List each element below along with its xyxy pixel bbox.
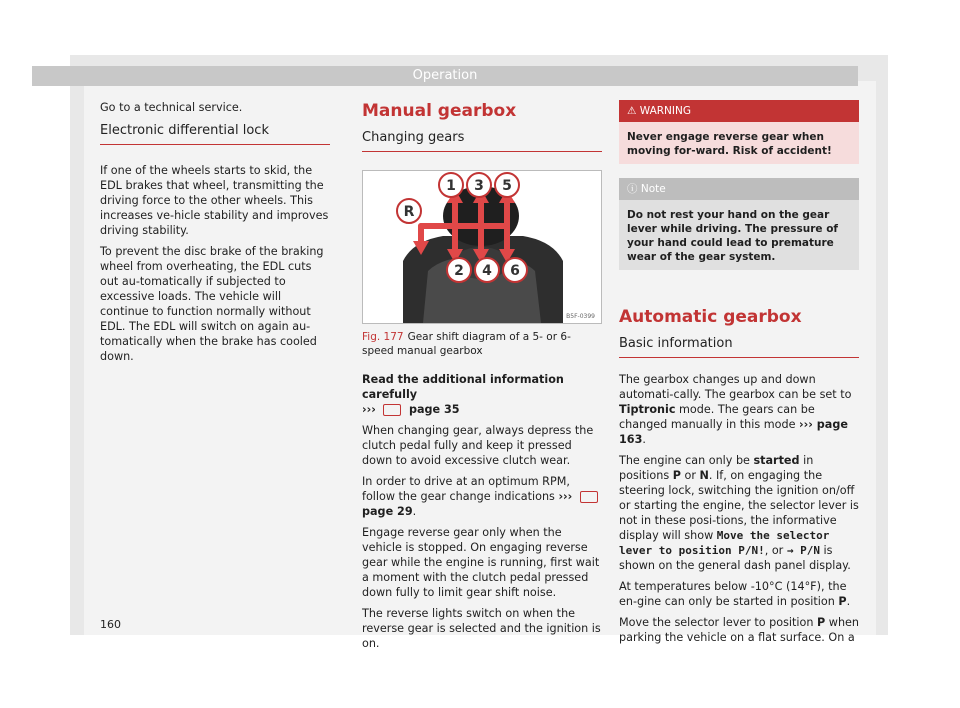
position-p: P [838,595,847,608]
gear-label-1: 1 [446,178,456,194]
page-number: 160 [100,618,121,631]
edl-paragraph-1: If one of the wheels starts to skid, the EDL brakes that wheel, transmitting the driving force to the other wheels. This increases ve-hicle stability and improves driving stability. [100,164,329,237]
warning-header: ⚠ WARNING [619,100,859,122]
gear-label-4: 4 [482,263,492,279]
basic-information-subtitle: Basic information [619,336,859,358]
figure-code: B5F-0399 [566,313,595,320]
gear-shift-diagram-image [363,171,601,323]
reverse-lights-paragraph: The reverse lights switch on when the reverse gear is selected and the ignition is on. [362,607,601,650]
book-icon [383,404,401,416]
parking-paragraph [619,615,859,645]
text: . [846,595,851,608]
text: mode. The gears can be changed manually in this mode [619,403,815,431]
display-symbol: → P/N [786,544,820,557]
read-more-line [362,372,602,417]
clutch-paragraph: When changing gear, always depress the clutch pedal fully and keep it pressed down to avoid excessive clutch wear. [362,424,594,467]
started-term: started [753,454,800,467]
changing-gears-subtitle: Changing gears [362,130,602,152]
manual-gearbox-title: Manual gearbox [362,101,517,121]
gear-label-r: R [403,204,415,220]
gear-label-6: 6 [510,263,520,279]
rpm-end: . [412,505,417,518]
position-n: N [699,469,709,482]
column-1 [100,100,330,370]
text: . If, on engaging the steering lock, switching the ignition on/off or starting the engine, the selector lever is not in these posi-tions, the informative display will show [619,469,859,542]
warning-label: WARNING [639,105,691,117]
reverse-gear-paragraph: Engage reverse gear only when the vehicle is stopped. On engaging reverse gear while the engine is running, first wait a moment with the clutch pedal pressed down fully to limit gear shift noise. [362,526,600,599]
warning-text: Never engage reverse gear when moving for-ward. Risk of accident! [627,131,832,157]
page-29-link[interactable]: page 29 [362,505,413,518]
column-2 [362,100,602,657]
text: The gearbox changes up and down automati-cally. The gearbox can be set to [619,373,852,401]
note-header [619,178,859,200]
text: , or [764,544,784,557]
text: in positions [619,454,814,482]
edl-paragraph-2: To prevent the disc brake of the braking wheel from overheating, the EDL cuts out au-tomatically if subjected to excessive loads. The vehicle will continue to function normally without EDL. The EDL will switch on again au-tomatically when the brake has cooled down. [100,245,324,363]
warning-box [619,100,859,164]
intro-text: Go to a technical service. [100,101,243,114]
page-163-link[interactable]: ››› page 163 [619,418,848,446]
text: Move the selector lever to position [619,616,814,629]
note-box [619,178,859,270]
temperature-paragraph [619,579,859,609]
info-icon: ⓘ [627,183,638,195]
text: when parking the vehicle on a flat surface. On a [619,616,860,644]
display-message: Move the selector lever to position P/N! [619,529,830,557]
automatic-gearbox-title: Automatic gearbox [619,307,802,327]
section-subtitle-edl: Electronic differential lock [100,123,330,145]
rpm-text: In order to drive at an optimum RPM, follow the gear change indications [362,475,570,503]
column-3 [619,100,859,651]
rpm-paragraph [362,474,602,519]
text: . [642,433,646,446]
position-p: P [672,469,681,482]
tiptronic-paragraph [619,372,859,447]
figure-caption [362,330,602,358]
page-35-link[interactable]: page 35 [408,403,460,416]
text: or [684,469,696,482]
section-header: Operation [32,66,858,86]
text: is shown on the general dash panel display. [619,544,851,572]
link-arrows-1: ››› [362,403,376,416]
note-label: Note [640,183,666,195]
gear-label-5: 5 [502,178,512,194]
start-position-paragraph [619,453,859,573]
note-text: Do not rest your hand on the gear lever while driving. The pressure of your hand could lead to premature wear of the gear system. [627,209,838,263]
book-icon [580,491,598,503]
read-more-text: Read the additional information carefully [362,373,564,401]
text: The engine can only be [619,454,750,467]
figure-number: Fig. 177 [362,331,404,343]
position-p: P [817,616,826,629]
text: At temperatures below -10°C (14°F), the en-gine can only be started in position [619,580,847,608]
gear-label-2: 2 [454,263,464,279]
gear-shift-figure [362,170,602,324]
gear-label-3: 3 [474,178,484,194]
tiptronic-term: Tiptronic [619,403,676,416]
figure-caption-text: Gear shift diagram of a 5- or 6-speed manual gearbox [362,331,571,357]
link-arrows-2: ››› [558,490,573,503]
